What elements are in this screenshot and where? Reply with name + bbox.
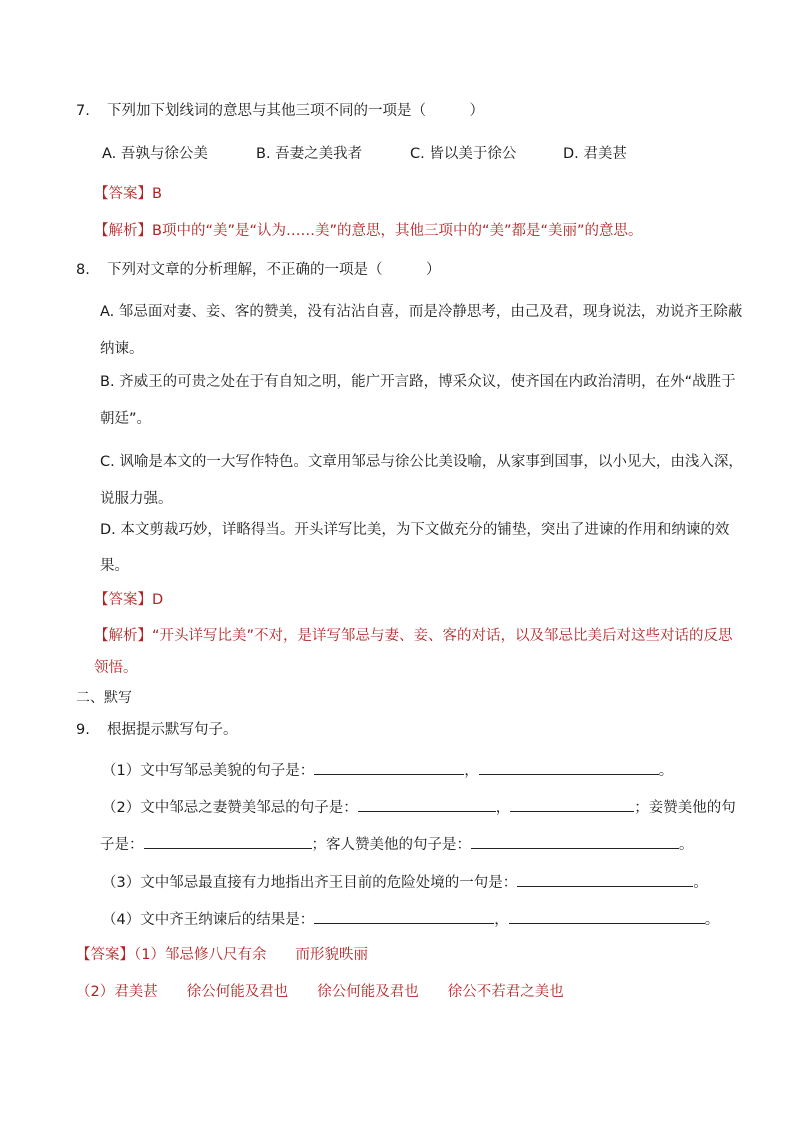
fill-blank[interactable] [509, 909, 705, 924]
q7-analysis: 【解析】B项中的“美”是“认为……美”的意思，其他三项中的“美”都是“美丽”的意思。 [94, 223, 643, 239]
q9-sub2-line2: 子是： ；客人赞美他的句子是： 。 [100, 834, 694, 855]
q7-answer: 【答案】B [94, 186, 162, 202]
q8-option-d-line2: 果。 [100, 558, 129, 574]
q9-number: 9. [76, 722, 90, 738]
q7-stem: 下列加下划线词的意思与其他三项不同的一项是（ ） [107, 103, 484, 119]
fill-blank[interactable] [471, 834, 679, 849]
q7-options [102, 144, 722, 164]
q8-option-b-line2: 朝廷”。 [100, 411, 152, 427]
q8-answer: 【答案】D [94, 592, 164, 608]
fill-blank[interactable] [144, 834, 312, 849]
q7-number: 7. [76, 103, 90, 119]
q8-option-b-line1: B. 齐威王的可贵之处在于有自知之明，能广开言路，博采众议，使齐国在内政治清明，在外“战胜于 [100, 374, 736, 390]
q7-option-d: D. 君美甚 [563, 146, 627, 162]
fill-blank[interactable] [358, 797, 496, 812]
q8-number: 8. [76, 262, 90, 278]
q7-option-b: B. 吾妻之美我者 [256, 146, 363, 162]
q8-option-c-line1: C. 讽喻是本文的一大写作特色。文章用邹忌与徐公比美设喻，从家事到国事，以小见大，由浅入深， [100, 454, 743, 470]
q9-sub1: （1）文中写邹忌美貌的句子是： ， 。 [102, 760, 673, 781]
section-title: 二、默写 [76, 690, 132, 706]
q8-option-a-line2: 纳谏。 [100, 341, 144, 357]
q7-option-c: C. 皆以美于徐公 [410, 146, 517, 162]
fill-blank[interactable] [510, 797, 634, 812]
q9-sub2-line1: （2）文中邹忌之妻赞美邹忌的句子是： ， ；妾赞美他的句 [102, 797, 736, 818]
q8-stem: 下列对文章的分析理解，不正确的一项是（ ） [107, 262, 441, 278]
q9-stem: 根据提示默写句子。 [107, 722, 238, 738]
fill-blank[interactable] [517, 872, 693, 887]
q8-option-d-line1: D. 本文剪裁巧妙，详略得当。开头详写比美，为下文做充分的铺垫，突出了进谏的作用和纳谏的效 [100, 522, 730, 538]
q8-analysis-line1: 【解析】“开头详写比美”不对，是详写邹忌与妻、妾、客的对话，以及邹忌比美后对这些对话的反思 [94, 628, 733, 644]
q9-answer-line1: 【答案】（1）邹忌修八尺有余 而形貌昳丽 [76, 947, 368, 963]
q9-sub4: （4）文中齐王纳谏后的结果是： ， 。 [102, 909, 719, 930]
fill-blank[interactable] [314, 760, 464, 775]
q8-option-c-line2: 说服力强。 [100, 491, 173, 507]
q9-sub3: （3）文中邹忌最直接有力地指出齐王目前的危险处境的一句是： 。 [102, 872, 708, 893]
q9-answer-line2: （2）君美甚 徐公何能及君也 徐公何能及君也 徐公不若君之美也 [76, 984, 564, 1000]
fill-blank[interactable] [314, 909, 494, 924]
fill-blank[interactable] [479, 760, 659, 775]
q7-option-a: A. 吾孰与徐公美 [102, 146, 208, 162]
q8-option-a-line1: A. 邹忌面对妻、妾、客的赞美，没有沾沾自喜，而是冷静思考，由己及君，现身说法，劝说齐王除蔽 [100, 304, 743, 320]
q8-analysis-line2: 领悟。 [94, 660, 138, 676]
